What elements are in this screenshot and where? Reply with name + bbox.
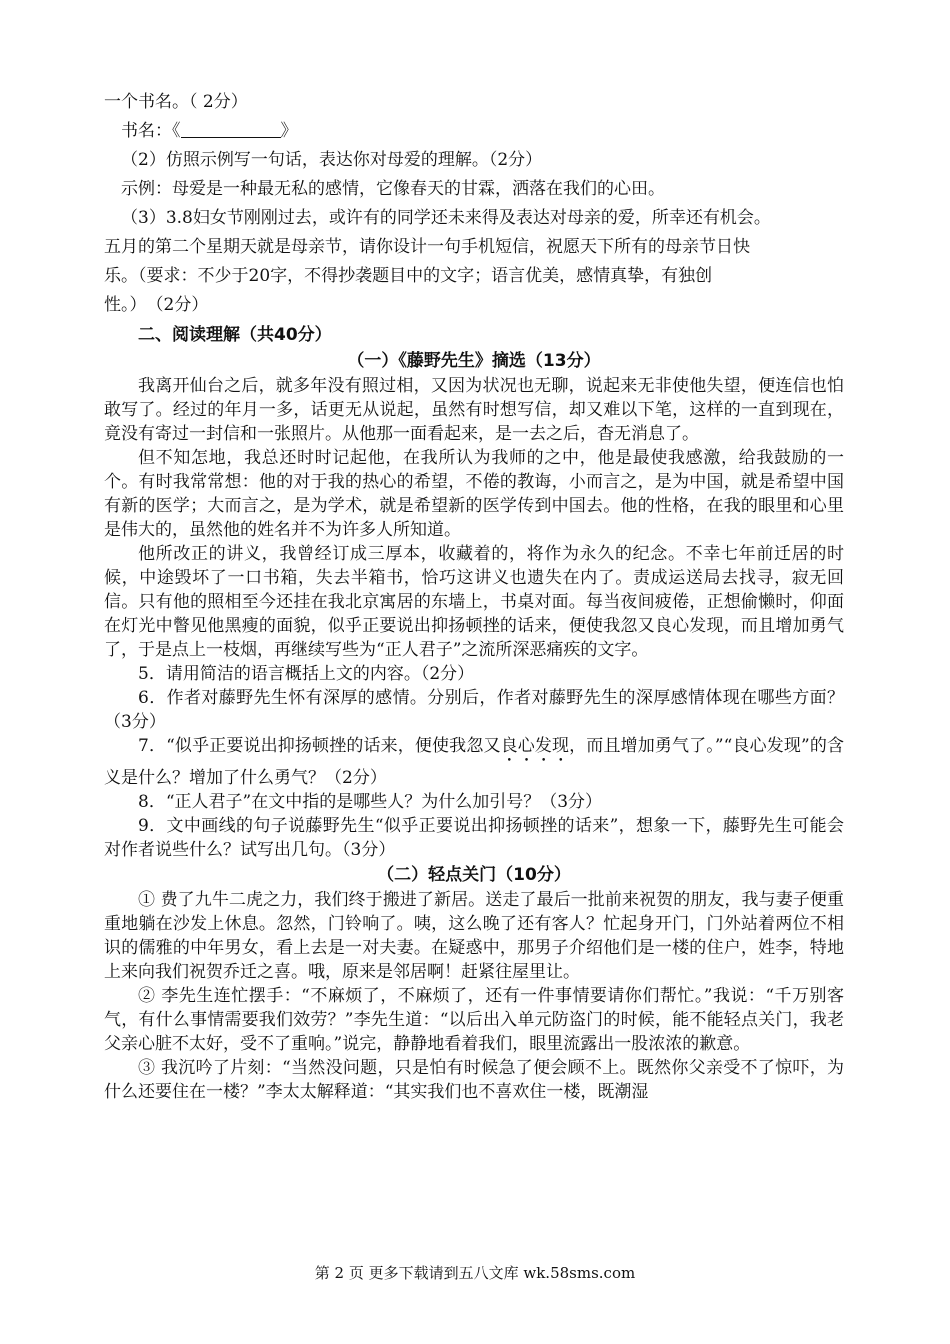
question-7 [104, 734, 844, 790]
passage-2-para-1: ① 费了九牛二虎之力，我们终于搬进了新居。送走了最后一批前来祝贺的朋友，我与妻子便重重地躺在沙发上休息。忽然，门铃响了。咦，这么晚了还有客人？忙起身开门，门外站着两位不相识的儒雅的中年男女，看上去是一对夫妻。在疑惑中，那男子介绍他们是一楼的住户，姓李，特地上来向我们祝贺乔迁之喜。哦，原来是邻居啊！赶紧往屋里让。 [104, 890, 844, 982]
question-9: 9．文中画线的句子说藤野先生“似乎正要说出抑扬顿挫的话来”，想象一下，藤野先生可能会对作者说些什么？试写出几句。（3分） [104, 816, 844, 860]
passage-1-para-2: 但不知怎地，我总还时时记起他，在我所认为我师的之中，他是最使我感激，给我鼓励的一个。有时我常常想：他的对于我的热心的希望，不倦的教诲，小而言之，是为中国，就是希望中国有新的医学；大而言之，是为学术，就是希望新的医学传到中国去。他的性格，在我的眼里和心里是伟大的，虽然他的姓名并不为许多人所知道。 [104, 448, 844, 540]
passage-1-para-3: 他所改正的讲义，我曾经订成三厚本，收藏着的，将作为永久的纪念。不幸七年前迁居的时候，中途毁坏了一口书箱，失去半箱书，恰巧这讲义也遗失在内了。责成运送局去找寻，寂无回信。只有他的照相至今还挂在我北京寓居的东墙上，书桌对面。每当夜间疲倦，正想偷懒时，仰面在灯光中瞥见他黑瘦的面貌，似乎正要说出抑扬顿挫的话来，便使我忽又良心发现，而且增加勇气了，于是点上一枝烟，再继续写些为“正人君子”之流所深恶痛疾的文字。 [104, 544, 844, 660]
document-page [104, 88, 861, 1104]
passage-1-para-1: 我离开仙台之后，就多年没有照过相，又因为状况也无聊，说起来无非使他失望，便连信也怕敢写了。经过的年月一多，话更无从说起，虽然有时想写信，却又难以下笔，这样的一直到现在，竟没有寄过一封信和一张照片。从他那一面看起来，是一去之后，杳无消息了。 [104, 376, 844, 444]
question-2: （2）仿照示例写一句话，表达你对母爱的理解。（2分） [121, 150, 543, 170]
question-8: 8．“正人君子”在文中指的是哪些人？为什么加引号？（3分） [138, 792, 603, 812]
book-name-blank[interactable] [181, 121, 281, 138]
passage-2-para-3: ③ 我沉吟了片刻：“当然没问题，只是怕有时候急了便会顾不上。既然你父亲受不了惊吓，为什么还要住在一楼？”李太太解释道：“其实我们也不喜欢住一楼，既潮湿 [104, 1058, 844, 1102]
question-3-line4: 性。） （2分） [104, 295, 209, 315]
question-3-line3: 乐。（要求：不少于20字，不得抄袭题目中的文字；语言优美，感情真挚，有独创 [104, 266, 713, 286]
section-2-title: 二、阅读理解（共40分） [138, 325, 332, 345]
question-3-line2: 五月的第二个星期天就是母亲节，请你设计一句手机短信，祝愿天下所有的母亲节日快 [104, 237, 750, 257]
question-3-line1: （3）3.8妇女节刚刚过去，或许有的同学还未来得及表达对母亲的爱，所幸还有机会。 [121, 208, 771, 228]
book-name-line [104, 117, 844, 146]
page-footer: 第 2 页 更多下载请到五八文库 wk.58sms.com [314, 1264, 636, 1282]
book-label: 书名：《 [121, 121, 181, 141]
question-7-emphasis: 良心发现 [500, 736, 570, 756]
reading-2-title: （二）轻点关门（10分） [377, 865, 571, 885]
question-5: 5．请用简洁的语言概括上文的内容。（2分） [138, 664, 475, 684]
question-6: 6．作者对藤野先生怀有深厚的感情。分别后，作者对藤野先生的深厚感情体现在哪些方面？ （3分） [104, 688, 861, 732]
question-7-part-a: 7．“似乎正要说出抑扬顿挫的话来，便使我忽又 [138, 736, 501, 756]
reading-1-title: （一）《藤野先生》摘选（13分） [347, 351, 601, 371]
example-sentence: 示例：母爱是一种最无私的感情，它像春天的甘霖，洒落在我们的心田。 [121, 179, 665, 199]
q1-tail: 一个书名。（ 2分） [104, 92, 248, 112]
book-close: 》 [280, 121, 298, 141]
passage-2-para-2: ② 李先生连忙摆手：“不麻烦了，不麻烦了，还有一件事情要请你们帮忙。”我说：“千万别客气，有什么事情需要我们效劳？”李先生道：“以后出入单元防盗门的时候，能不能轻点关门，我老父亲心脏不太好，受不了重响。”说完，静静地看着我们，眼里流露出一股浓浓的歉意。 [104, 986, 844, 1054]
question-7-part-b: ，而且增加勇气了。”“良心发现”的含义是什么？增加了什么勇气？（2分） [104, 736, 844, 788]
